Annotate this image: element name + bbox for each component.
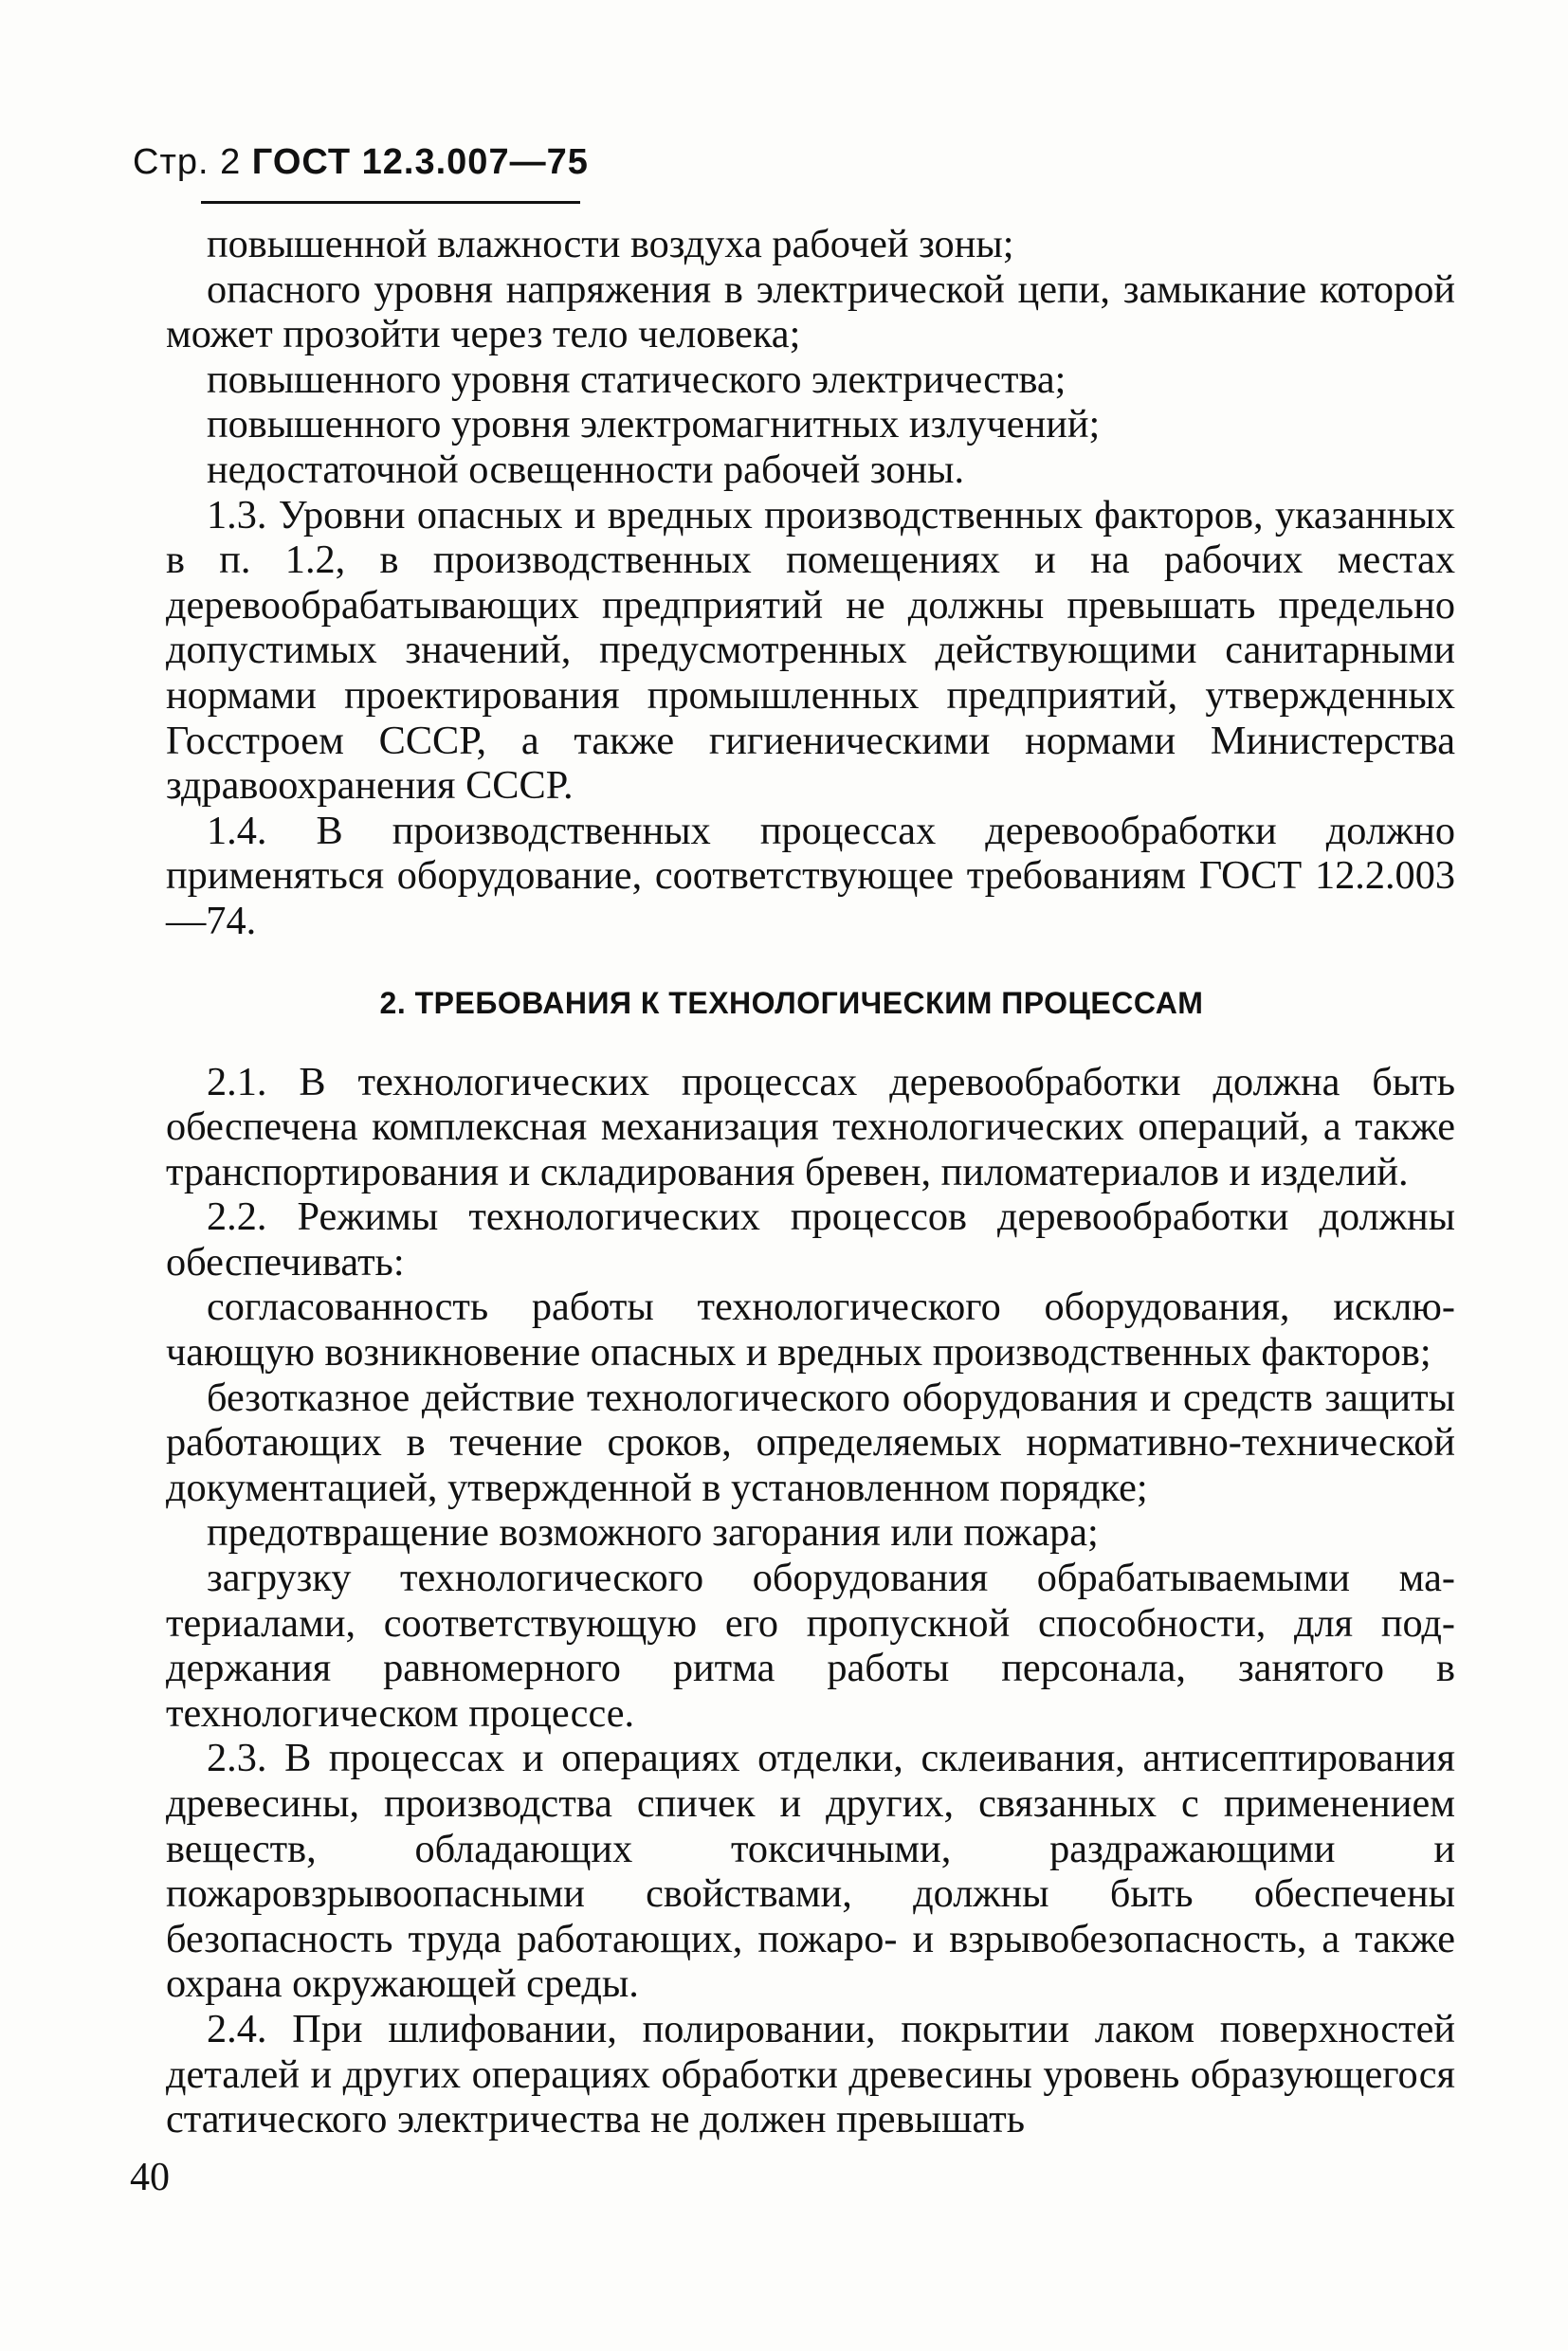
paragraph: повышенной влажности воздуха рабочей зоны; xyxy=(207,222,1014,266)
header-standard-code: ГОСТ 12.3.007—75 xyxy=(251,142,589,182)
paragraph: 2.3. В процессах и операциях отделки, склеивания, антисептирования древесины, производства спичек и других, связанных с применением веществ, обладающих токсичными, раздражающими и пожаровзрывоопасными свойствами, должны быть обеспечены безопасность труда работающих, пожаро- и взрывобезопасность, а также охрана окружающей среды. xyxy=(166,1736,1455,2007)
section-title: 2. ТРЕБОВАНИЯ К ТЕХНОЛОГИЧЕСКИМ ПРОЦЕССАМ xyxy=(379,985,1204,1020)
paragraph: 2.4. При шлифовании, полировании, покрытии лаком поверхностей деталей и других операциях обработки древесины уровень образующегося статического электричества не должен превышать xyxy=(166,2006,1455,2142)
page-number: 40 xyxy=(130,2156,170,2199)
paragraph: 1.4. В производственных процессах деревообработки должно применяться оборудование, соответствующее требованиям ГОСТ 12.2.003—74. xyxy=(166,808,1455,943)
paragraph: 1.3. Уровни опасных и вредных производственных факторов, указанных в п. 1.2, в производственных помещениях и на рабочих местах деревообрабатывающих предприятий не должны превышать предельно допустимых значений, предусмотренных действующими санитарными нормами проектирования промышленных предприятий, утвержденных Госстроем СССР, а также гигиеническими нормами Министерства здравоохранения СССР. xyxy=(166,492,1455,809)
paragraph: согласованность работы технологического оборудования, исключающую возникновение опасных и вредных производственных факторов; xyxy=(166,1285,1455,1376)
header-page-prefix: Стр. 2 xyxy=(133,142,242,182)
paragraph: повышенного уровня электромагнитных излучений; xyxy=(207,402,1101,447)
paragraph: предотвращение возможного загорания или пожара; xyxy=(207,1510,1099,1556)
paragraph: 2.1. В технологических процессах деревообработки должна быть обеспечена комплексная механизация технологических операций, а также транспортирования и складирования бревен, пиломатериалов и изделий. xyxy=(166,1059,1455,1194)
paragraph: опасного уровня напряжения в электрической цепи, замыкание которой может прозойти через тело человека; xyxy=(166,266,1455,357)
page-header xyxy=(133,142,589,183)
paragraph: повышенного уровня статического электричества; xyxy=(207,356,1067,402)
paragraph: загрузку технологического оборудования обрабатываемыми материалами, соответствующую его пропускной способности, для поддержания равномерного ритма работы персонала, занятого в технологическом процессе. xyxy=(166,1556,1455,1736)
header-rule xyxy=(201,201,580,204)
paragraph: безотказное действие технологического оборудования и средств защиты работающих в течение сроков, определяемых нормативно-технической документацией, утвержденной в установленном порядке; xyxy=(166,1375,1455,1510)
paragraph: недостаточной освещенности рабочей зоны. xyxy=(207,447,965,492)
paragraph: 2.2. Режимы технологических процессов деревообработки должны обеспечивать: xyxy=(166,1194,1455,1285)
document-body xyxy=(166,222,1455,2142)
